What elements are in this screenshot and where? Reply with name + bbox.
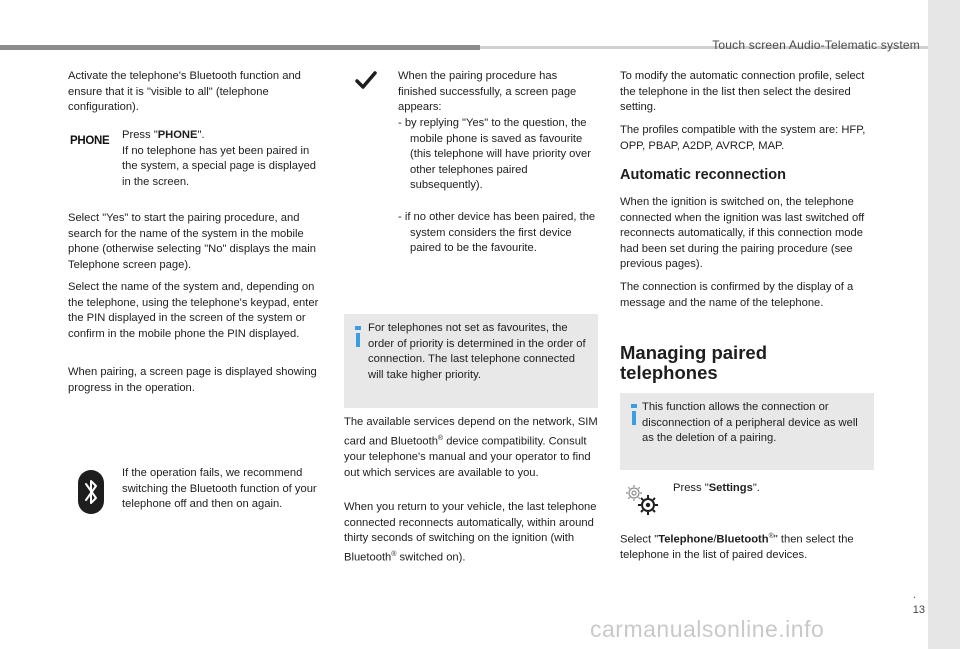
page-header-title: Touch screen Audio-Telematic system	[712, 38, 920, 52]
heading-managing-paired-telephones: Managing paired telephones	[620, 342, 767, 383]
info-icon	[356, 333, 360, 347]
info-icon	[632, 411, 636, 425]
col1-pairing-progress: When pairing, a screen page is displayed showing progress in the operation.	[68, 366, 317, 394]
col3-select-telephone: Select "Telephone/Bluetooth®" then select the telephone in the list of paired devices.	[620, 533, 854, 562]
bluetooth-icon	[78, 470, 104, 519]
col3-profiles: The profiles compatible with the system are: HFP, OPP, PBAP, A2DP, AVRCP, MAP.	[620, 124, 866, 152]
col1-press-phone: Press "PHONE". If no telephone has yet been paired in the system, a special page is displayed in the screen.	[122, 129, 317, 188]
col2-list-item-no-device: - if no other device has been paired, the system considers the first device paired to be the favourite.	[398, 211, 596, 255]
col2-info-box	[344, 314, 598, 408]
info-icon-dot	[631, 404, 637, 408]
col3-press-settings: Press "Settings".	[673, 482, 760, 494]
watermark: carmanualsonline.info	[590, 616, 825, 642]
info-icon-dot	[355, 326, 361, 330]
col1-bluetooth-tip: If the operation fails, we recommend switching the Bluetooth function of your telephone off and then on again.	[122, 467, 317, 511]
checkmark-icon	[355, 71, 377, 94]
col1-select-name: Select the name of the system and, depending on the telephone, using the telephone's keypad, enter the PIN displayed in the screen of the system or confirm in the mobile phone the PIN displayed.	[68, 281, 319, 340]
settings-keyword: Settings	[708, 482, 753, 494]
col2-pairing-success: When the pairing procedure has finished successfully, a screen page appears:	[398, 70, 577, 114]
right-margin-band	[928, 0, 960, 649]
heading-automatic-reconnection: Automatic reconnection	[620, 167, 786, 183]
col2-auto-reconnect: When you return to your vehicle, the last telephone connected reconnects automatically, within around thirty seconds of switching on the ignition (with Bluetooth® switched on).	[344, 501, 597, 564]
col2-info-text: For telephones not set as favourites, the order of priority is determined in the order of connection. The last telephone connected will take higher priority.	[368, 322, 586, 381]
page-number: 13	[912, 604, 925, 616]
phone-icon: PHONE	[70, 135, 110, 147]
col3-info-box	[620, 393, 874, 470]
header-rule-dark	[0, 45, 480, 50]
col3-modify-profile: To modify the automatic connection profile, select the telephone in the list then select the desired setting.	[620, 70, 865, 114]
col3-ignition-reconnect: When the ignition is switched on, the telephone connected when the ignition was last switched off reconnects automatically, if this connection mode had been set during the pairing procedure (see previous pages).	[620, 196, 865, 271]
col1-press-phone-desc: If no telephone has yet been paired in the system, a special page is displayed in the screen.	[122, 144, 317, 188]
settings-gear-icon	[622, 482, 662, 523]
col1-select-yes: Select "Yes" to start the pairing procedure, and search for the name of the system in the mobile phone (otherwise selecting "No" displays the main Telephone screen page).	[68, 212, 316, 271]
col2-available-services: The available services depend on the network, SIM card and Bluetooth® device compatibility. Consult your telephone's manual and your operator to find out which services are available to you.	[344, 416, 598, 479]
phone-keyword: PHONE	[157, 129, 198, 141]
col3-info-text: This function allows the connection or disconnection of a peripheral device as well as the deletion of a pairing.	[642, 401, 858, 445]
col2-list-item-yes: - by replying "Yes" to the question, the mobile phone is saved as favourite (this telephone will have priority over other telephones paired subsequently).	[398, 117, 591, 192]
page-number-dot: .	[913, 589, 917, 601]
col3-connection-confirmed: The connection is confirmed by the display of a message and the name of the telephone.	[620, 281, 854, 309]
col1-intro: Activate the telephone's Bluetooth function and ensure that it is "visible to all" (telephone configuration).	[68, 70, 301, 114]
